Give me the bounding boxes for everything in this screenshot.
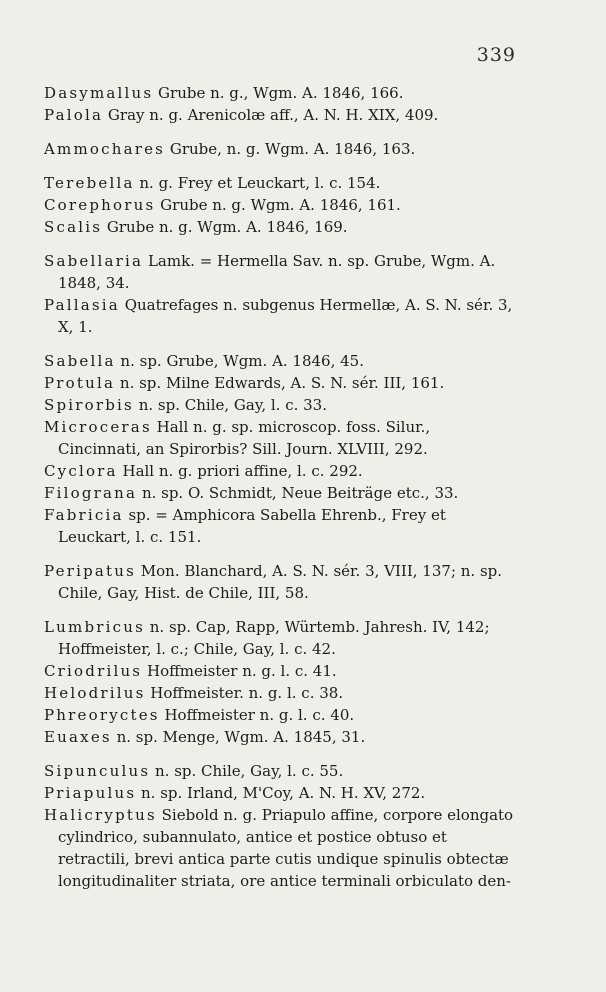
genus-name: Fabricia <box>44 506 124 524</box>
genus-name: Filograna <box>44 484 138 502</box>
citation-text: Gray n. g. Arenicolæ aff., A. N. H. XIX, 409. <box>107 106 439 124</box>
genus-name: Microceras <box>44 418 152 436</box>
taxon-entry <box>44 804 514 892</box>
genus-name: Corephorus <box>44 196 156 214</box>
taxon-entry <box>44 460 514 482</box>
citation-text: sp. = Amphicora Sabella Ehrenb., Frey et Leuckart, l. c. 151. <box>58 506 446 546</box>
genus-name: Helodrilus <box>44 684 146 702</box>
taxon-entry <box>44 482 514 504</box>
citation-text: n. sp. Cap, Rapp, Würtemb. Jahresh. IV, 142; Hoffmeister, l. c.; Chile, Gay, l. c. 42. <box>58 618 490 658</box>
citation-text: n. sp. Chile, Gay, l. c. 55. <box>155 762 344 780</box>
genus-name: Sipunculus <box>44 762 151 780</box>
genus-name: Phreoryctes <box>44 706 160 724</box>
genus-name: Spirorbis <box>44 396 134 414</box>
taxon-entry <box>44 682 514 704</box>
taxon-entry <box>44 194 514 216</box>
citation-text: Grube n. g. Wgm. A. 1846, 169. <box>106 218 348 236</box>
taxon-entry <box>44 172 514 194</box>
taxon-entry <box>44 560 514 604</box>
genus-name: Criodrilus <box>44 662 143 680</box>
taxon-entry <box>44 416 514 460</box>
citation-text: n. g. Frey et Leuckart, l. c. 154. <box>139 174 381 192</box>
citation-text: Grube n. g., Wgm. A. 1846, 166. <box>158 84 404 102</box>
citation-text: Hoffmeister n. g. l. c. 41. <box>146 662 337 680</box>
taxon-entry <box>44 372 514 394</box>
taxon-entry <box>44 294 514 338</box>
genus-name: Protula <box>44 374 116 392</box>
citation-text: Grube, n. g. Wgm. A. 1846, 163. <box>169 140 416 158</box>
genus-name: Pallasia <box>44 296 120 314</box>
genus-name: Lumbricus <box>44 618 145 636</box>
genus-name: Sabella <box>44 352 116 370</box>
taxon-entry <box>44 760 514 782</box>
citation-text: Hall n. g. priori affine, l. c. 292. <box>122 462 363 480</box>
citation-text: Hall n. g. sp. microscop. foss. Silur., Cincinnati, an Spirorbis? Sill. Journ. XLVIII, 292. <box>58 418 431 458</box>
citation-text: Quatrefages n. subgenus Hermellæ, A. S. N. sér. 3, X, 1. <box>58 296 513 336</box>
taxon-list <box>44 82 514 892</box>
genus-name: Peripatus <box>44 562 136 580</box>
taxon-entry <box>44 250 514 294</box>
genus-name: Scalis <box>44 218 103 236</box>
page-number: 339 <box>476 44 516 66</box>
taxon-entry <box>44 394 514 416</box>
citation-text: Hoffmeister. n. g. l. c. 38. <box>150 684 344 702</box>
taxon-entry <box>44 704 514 726</box>
taxon-entry <box>44 104 514 126</box>
genus-name: Sabellaria <box>44 252 144 270</box>
taxon-entry <box>44 82 514 104</box>
citation-text: Mon. Blanchard, A. S. N. sér. 3, VIII, 137; n. sp. Chile, Gay, Hist. de Chile, III, 58. <box>58 562 503 602</box>
citation-text: n. sp. Menge, Wgm. A. 1845, 31. <box>116 728 366 746</box>
citation-text: Grube n. g. Wgm. A. 1846, 161. <box>160 196 401 214</box>
citation-text: n. sp. O. Schmidt, Neue Beiträge etc., 33. <box>141 484 459 502</box>
taxon-entry <box>44 350 514 372</box>
taxon-entry <box>44 216 514 238</box>
citation-text: Siebold n. g. Priapulo affine, corpore elongato cylindrico, subannulato, antice et postice obtuso et retractili, brevi antica parte cutis undique spinulis obtectæ longitudinaliter striata, ore antice terminali orbiculato den- <box>58 806 514 890</box>
citation-text: n. sp. Milne Edwards, A. S. N. sér. III, 161. <box>119 374 445 392</box>
genus-name: Dasymallus <box>44 84 154 102</box>
genus-name: Priapulus <box>44 784 137 802</box>
citation-text: n. sp. Chile, Gay, l. c. 33. <box>138 396 327 414</box>
genus-name: Terebella <box>44 174 135 192</box>
taxon-entry <box>44 504 514 548</box>
genus-name: Cyclora <box>44 462 118 480</box>
citation-text: Hoffmeister n. g. l. c. 40. <box>164 706 355 724</box>
taxon-entry <box>44 616 514 660</box>
genus-name: Ammochares <box>44 140 166 158</box>
taxon-entry <box>44 660 514 682</box>
taxon-entry <box>44 782 514 804</box>
taxon-entry <box>44 138 514 160</box>
genus-name: Euaxes <box>44 728 112 746</box>
genus-name: Palola <box>44 106 104 124</box>
genus-name: Halicryptus <box>44 806 157 824</box>
citation-text: Lamk. = Hermella Sav. n. sp. Grube, Wgm. A. 1848, 34. <box>58 252 496 292</box>
taxon-entry <box>44 726 514 748</box>
citation-text: n. sp. Grube, Wgm. A. 1846, 45. <box>120 352 364 370</box>
citation-text: n. sp. Irland, M'Coy, A. N. H. XV, 272. <box>141 784 426 802</box>
